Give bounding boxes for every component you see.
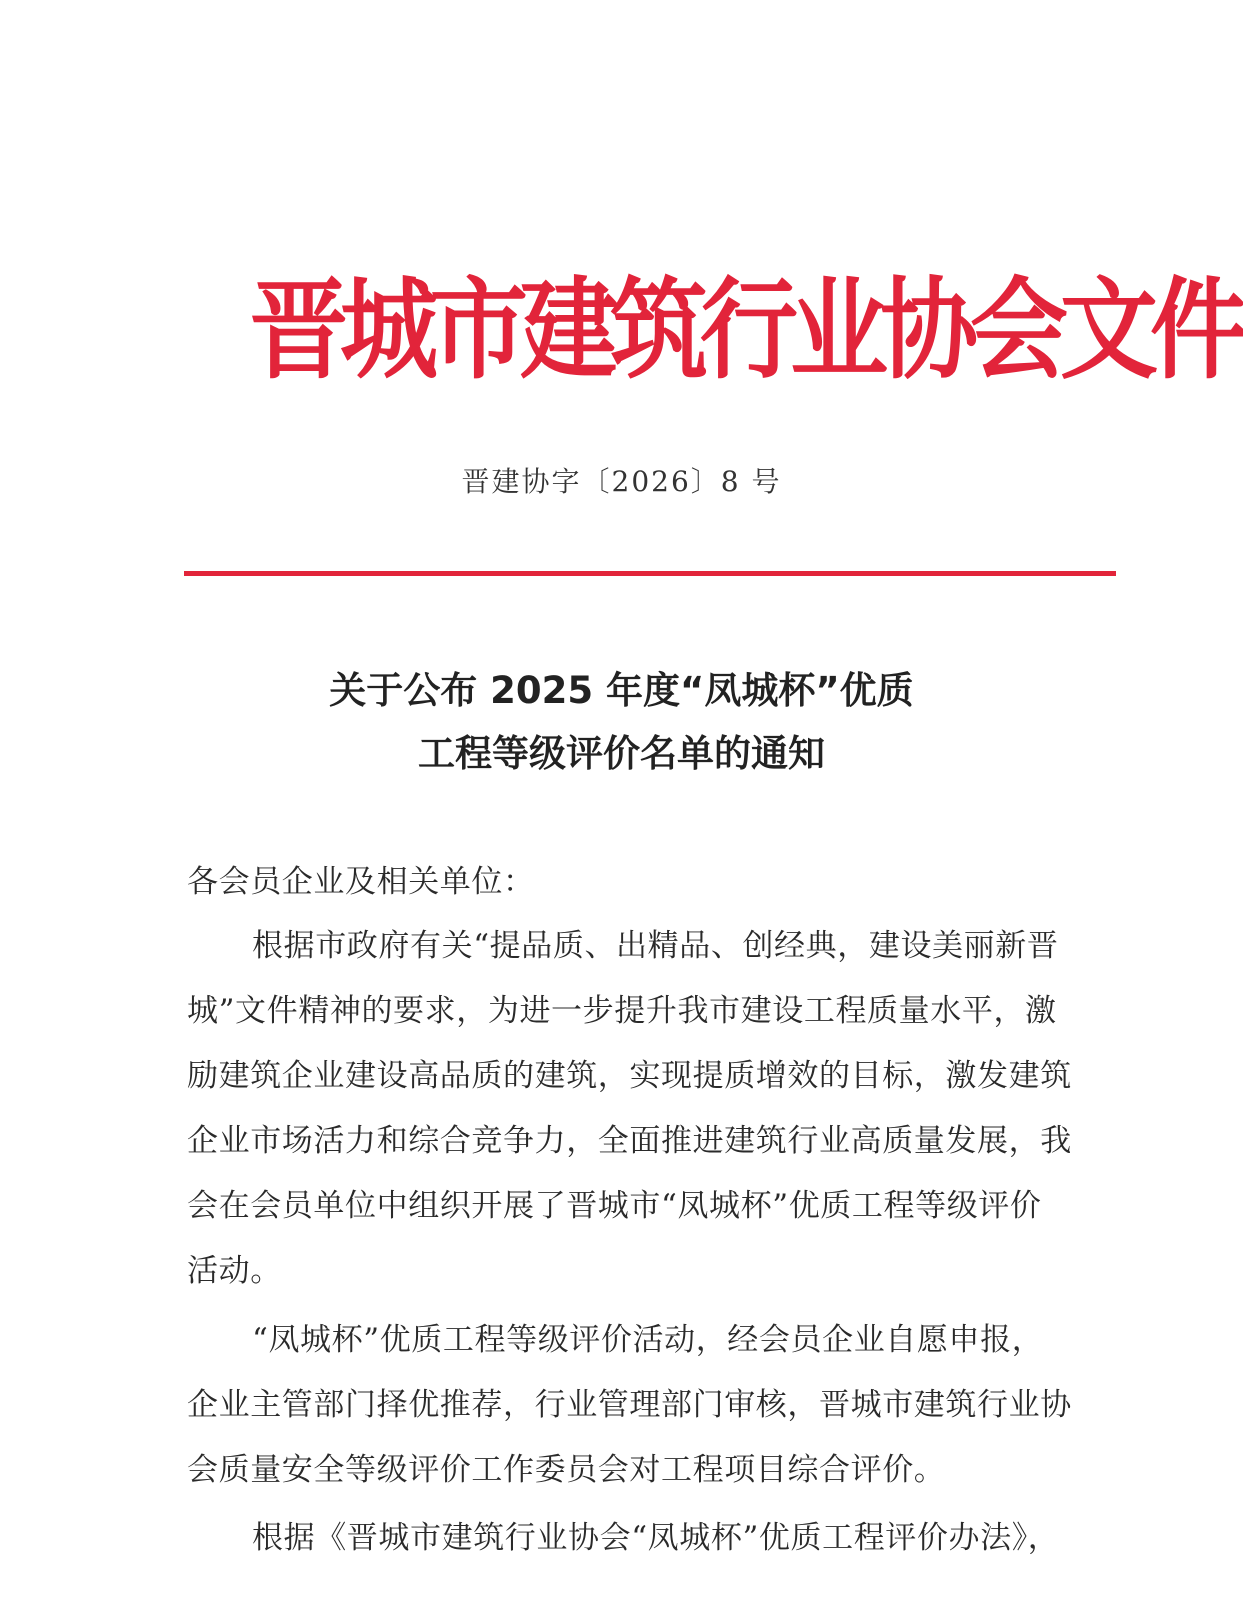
paragraph-2-line: “凤城杯”优质工程等级评价活动，经会员企业自愿申报， (252, 1322, 1044, 1358)
paragraph-1-line: 励建筑企业建设高品质的建筑，实现提质增效的目标，激发建筑 (187, 1058, 1072, 1094)
salutation: 各会员企业及相关单位： (187, 864, 535, 900)
notice-title-line-2: 工程等级评价名单的通知 (418, 732, 825, 775)
document-number: 晋建协字〔2026〕8 号 (461, 465, 782, 498)
paragraph-2-line: 会质量安全等级评价工作委员会对工程项目综合评价。 (187, 1452, 946, 1488)
notice-title-line-1: 关于公布 2025 年度“凤城杯”优质 (329, 669, 914, 712)
paragraph-1-line: 城”文件精神的要求，为进一步提升我市建设工程质量水平，激 (187, 993, 1057, 1029)
paragraph-3-line: 根据《晋城市建筑行业协会“凤城杯”优质工程评价办法》， (252, 1520, 1060, 1556)
paragraph-2-line: 企业主管部门择优推荐，行业管理部门审核，晋城市建筑行业协 (187, 1387, 1072, 1423)
paragraph-1-line: 根据市政府有关“提品质、出精品、创经典，建设美丽新晋 (252, 928, 1059, 964)
document-header-title: 晋城市建筑行业协会文件 (250, 265, 1241, 395)
paragraph-1-line: 活动。 (187, 1253, 282, 1289)
paragraph-1-line: 会在会员单位中组织开展了晋城市“凤城杯”优质工程等级评价 (187, 1188, 1042, 1224)
paragraph-1-line: 企业市场活力和综合竞争力，全面推进建筑行业高质量发展，我 (187, 1123, 1072, 1159)
red-divider-rule (184, 571, 1116, 576)
